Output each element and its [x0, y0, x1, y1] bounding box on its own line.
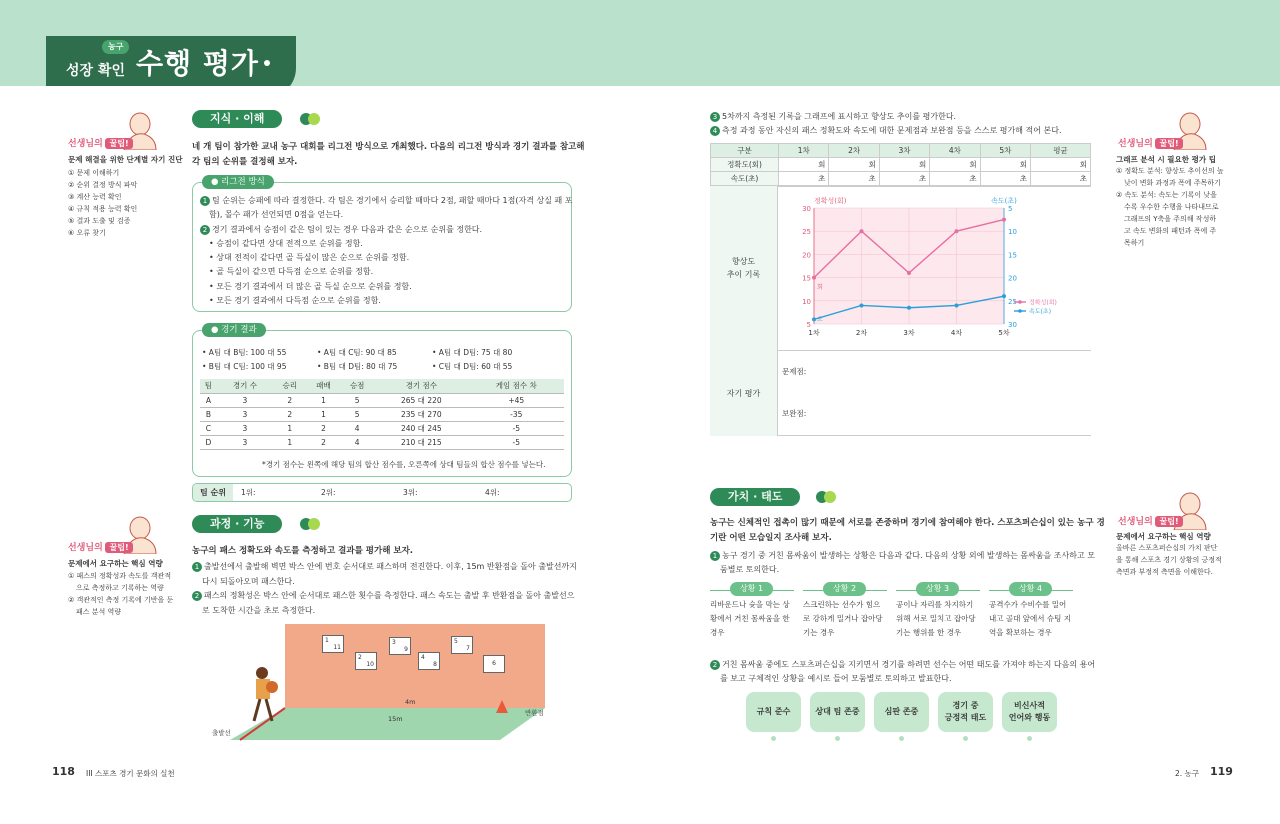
tip4-item: 을 통해 스포츠 경기 상황의 긍정적 — [1116, 556, 1222, 564]
knowledge-pill: 지식 · 이해 — [192, 110, 282, 128]
box-num: 11 — [333, 644, 341, 651]
box-num: 5 — [454, 638, 458, 645]
td: 2 — [273, 393, 307, 407]
tip3-item: ① 정확도 분석: 향상도 추이선의 높 — [1116, 167, 1224, 175]
td: 1 — [273, 435, 307, 449]
td: 1 — [307, 393, 341, 407]
tip3-badge-b: 꿀팁! — [1155, 138, 1182, 149]
term-bubble: 상대 팀 존중 — [810, 692, 865, 732]
left-tick-label: 5 — [806, 321, 811, 329]
record-cell[interactable]: 회 — [930, 158, 980, 172]
x-tick-label: 4차 — [950, 329, 963, 337]
situation-text — [989, 598, 1071, 640]
record-cell[interactable]: 초 — [829, 172, 879, 186]
step3: 5차까지 측정된 기록을 그래프에 표시하고 향상도 추이를 평가한다. — [722, 112, 957, 121]
situation-tag: 상황 4 — [1009, 582, 1052, 596]
td: 2 — [307, 435, 341, 449]
page-caption-right: 2. 농구 — [1175, 769, 1200, 778]
record-cell[interactable]: 초 — [779, 172, 829, 186]
legend-label: 정확성(회) — [1029, 299, 1057, 307]
match: • A팀 대 B팀: 100 대 55 — [202, 348, 287, 357]
sit-line: 리바운드나 슛을 막는 상 — [710, 600, 790, 609]
table-row — [200, 393, 564, 407]
td: B — [200, 407, 217, 421]
situation-tag: 상황 3 — [916, 582, 959, 596]
tip3-item: 수록 우수한 수행을 나타내므로 — [1124, 203, 1219, 211]
td: C — [200, 421, 217, 435]
problem-field[interactable]: 문제점: — [782, 367, 807, 376]
box-num: 2 — [358, 654, 362, 661]
record-cell[interactable]: 회 — [779, 158, 829, 172]
player-figure — [250, 665, 280, 725]
bubble-dot — [963, 736, 968, 741]
legend-marker — [1018, 309, 1022, 313]
situation-text — [896, 598, 976, 640]
page-number-left: 118 — [52, 765, 75, 778]
left-tick-label: 25 — [802, 228, 811, 237]
data-point — [860, 303, 864, 307]
box-num: 8 — [433, 661, 437, 668]
tip4-item: 측면과 부정적 측면을 이해한다. — [1116, 568, 1213, 576]
tip1-item: ③ 계산 능력 확인 — [68, 193, 122, 201]
results-table — [200, 379, 564, 450]
bubble-dot — [899, 736, 904, 741]
num-badge: 4 — [710, 126, 720, 136]
tip2-badge-a: 선생님의 — [68, 543, 103, 553]
rank-slot[interactable]: 4위: — [485, 488, 500, 497]
td: -5 — [469, 421, 564, 435]
situation-tag: 상황 1 — [730, 582, 773, 596]
data-point — [955, 229, 959, 233]
sit-line: 내고 골대 앞에서 슈팅 지 — [989, 614, 1071, 623]
legend-label: 속도(초) — [1029, 308, 1052, 316]
row-label: 속도(초) — [711, 172, 779, 186]
rule1-line: 팀 순위는 승패에 따라 결정한다. 각 팀은 경기에서 승리할 때마다 2점, 패할 때마다 1점(자격 상실 패 포 — [212, 196, 573, 205]
td: 2 — [273, 407, 307, 421]
step1-line: 다시 되돌아오며 패스한다. — [202, 576, 295, 586]
q1-line: 농구 경기 중 거친 몸싸움이 발생하는 상황은 다음과 같다. 다음의 상황 외에 발생하는 몸싸움을 조사하고 모 — [722, 551, 1095, 560]
target-box — [418, 652, 440, 670]
q2-line: 를 보고 구체적인 상황을 예시로 들어 모둠별로 토의하고 발표한다. — [720, 674, 952, 683]
td: D — [200, 435, 217, 449]
left-tick-label: 30 — [802, 205, 811, 213]
sit-line: 황에서 거친 몸싸움을 한 — [710, 614, 790, 623]
tip1-badge-a: 선생님의 — [68, 139, 103, 149]
box-num: 9 — [404, 646, 408, 653]
td: 3 — [217, 407, 273, 421]
box-num: 7 — [466, 645, 470, 652]
box-num: 3 — [392, 639, 396, 646]
record-cell[interactable]: 초 — [930, 172, 980, 186]
tip3-item: ② 속도 분석: 속도는 기록이 낮을 — [1116, 191, 1217, 199]
td: 3 — [217, 435, 273, 449]
corner-note: 회 — [817, 283, 823, 291]
match: • A팀 대 C팀: 90 대 85 — [317, 348, 397, 357]
self-eval-label-cell — [710, 350, 778, 436]
improve-field[interactable]: 보완점: — [782, 409, 807, 418]
rule1-line: 함), 몰수 패가 선언되면 0점을 얻는다. — [209, 210, 344, 220]
td: 240 대 245 — [374, 421, 469, 435]
tip2-item: 패스 분석 역량 — [76, 608, 122, 616]
attitude-pill: 가치 · 태도 — [710, 488, 800, 506]
q2-line: 거친 몸싸움 중에도 스포츠퍼슨십을 지키면서 경기를 하려면 선수는 어떤 태도를 가져야 하는지 다음의 용어 — [722, 660, 1096, 669]
tip4-badge-a: 선생님의 — [1118, 517, 1153, 527]
tip2-list — [68, 570, 173, 618]
num-badge: 2 — [200, 225, 210, 235]
tip4-item: 올바른 스포츠퍼슨십의 가치 판단 — [1116, 544, 1218, 552]
th: 2차 — [829, 144, 879, 158]
target-box — [451, 636, 473, 654]
tip2-item: ① 패스의 정확성과 속도를 객관적 — [68, 572, 172, 580]
trend-label: 향상도 — [731, 257, 756, 266]
record-cell[interactable]: 회 — [879, 158, 929, 172]
rank-label: 팀 순위 — [193, 484, 233, 501]
data-point — [955, 303, 959, 307]
td: A — [200, 393, 217, 407]
step4: 측정 과정 동안 자신의 패스 정확도와 속도에 대한 문제점과 보완점 등을 스스로 평가해 적어 본다. — [722, 126, 1062, 135]
table-row — [200, 421, 564, 435]
record-cell[interactable]: 초 — [980, 172, 1030, 186]
step2-line: 로 도착한 시간을 초로 측정한다. — [202, 605, 316, 615]
record-table — [710, 143, 1091, 186]
rule-bullet: • 모든 경기 결과에서 더 많은 골 득실 순으로 순위를 정함. — [209, 281, 412, 291]
data-point — [860, 229, 864, 233]
tip1-item: ② 순위 결정 방식 파악 — [68, 181, 138, 189]
record-cell[interactable]: 초 — [1031, 172, 1091, 186]
data-point — [1002, 294, 1006, 298]
data-point — [812, 317, 816, 321]
page-caption-left: III 스포츠 경기 문화의 실천 — [86, 769, 175, 778]
knowledge-intro-line: 네 개 팀이 참가한 교내 농구 대회를 리그전 방식으로 개최했다. 다음의 리그전 방식과 경기 결과를 참고해 — [192, 142, 585, 152]
sit-line: 위해 서로 밀치고 잡아당 — [896, 614, 976, 623]
term-bubble: 비신사적 언어와 행동 — [1002, 692, 1057, 732]
sport-badge: 농구 — [102, 40, 129, 54]
rule-bullet: • 상대 전적이 같다면 골 득실이 많은 순으로 순위를 정함. — [209, 253, 410, 263]
num-badge: 3 — [710, 112, 720, 122]
sit-line: 스크린하는 선수가 힘으 — [803, 600, 881, 609]
x-tick-label: 2차 — [855, 329, 868, 337]
step2-line: 패스의 정확성은 박스 안에 순서대로 패스한 횟수를 측정한다. 패스 속도는 출발 후 반환점을 돌아 출발선으 — [204, 591, 575, 600]
target-box — [483, 655, 505, 673]
term-bubble: 규칙 준수 — [746, 692, 801, 732]
table-note: *경기 점수는 왼쪽에 해당 팀의 합산 점수를, 오른쪽에 상대 팀들의 합산 점수를 넣는다. — [262, 460, 546, 469]
td: 4 — [340, 421, 374, 435]
num-badge: 1 — [192, 562, 202, 572]
record-header — [711, 144, 1091, 158]
th: 구분 — [711, 144, 779, 158]
bubble-dot — [1027, 736, 1032, 741]
right-tick-label: 20 — [1008, 274, 1017, 283]
tip1-item: ④ 규칙 적용 능력 확인 — [68, 205, 138, 213]
left-tick-label: 15 — [802, 274, 811, 283]
td: 1 — [273, 421, 307, 435]
sit-line: 역을 확보하는 경우 — [989, 628, 1052, 637]
situation-text — [710, 598, 790, 640]
left-tick-label: 20 — [802, 251, 811, 260]
tip4-badge-b: 꿀팁! — [1155, 516, 1182, 527]
attitude-q1 — [710, 549, 1095, 577]
process-pill: 과정 · 기능 — [192, 515, 282, 533]
tip4-list — [1116, 542, 1222, 578]
td: -5 — [469, 435, 564, 449]
data-point — [1002, 218, 1006, 222]
box-num: 6 — [492, 660, 496, 667]
step1-line: 출발선에서 출발해 벽면 박스 안에 번호 순서대로 패스하며 전진한다. 이후, 15m 반환점을 돌아 출발선까지 — [204, 562, 577, 571]
td: 3 — [217, 421, 273, 435]
th: 게임 점수 차 — [469, 379, 564, 393]
sit-line: 로 강하게 밀거나 잡아당 — [803, 614, 883, 623]
knowledge-intro-line: 각 팀의 순위를 결정해 보자. — [192, 157, 298, 167]
bubble-dot — [771, 736, 776, 741]
term-bubble: 심판 존중 — [874, 692, 929, 732]
tip4-title: 문제에서 요구하는 핵심 역량 — [1116, 532, 1211, 541]
right-tick-label: 5 — [1008, 205, 1013, 213]
pill-dots — [300, 113, 322, 125]
record-cell[interactable]: 회 — [829, 158, 879, 172]
x-tick-label: 1차 — [808, 329, 820, 337]
attitude-q2 — [710, 658, 1095, 686]
rank-slot[interactable]: 2위: — [321, 488, 336, 497]
match: • B팀 대 C팀: 100 대 95 — [202, 362, 287, 371]
tip4-badge — [1118, 514, 1183, 527]
results-tag: ● 경기 결과 — [202, 323, 266, 337]
th: 5차 — [980, 144, 1030, 158]
rules-tag-label: 리그전 방식 — [221, 177, 265, 187]
box-num: 10 — [366, 661, 374, 668]
steps-3-4 — [710, 110, 1062, 138]
td: 2 — [307, 421, 341, 435]
th: 패배 — [307, 379, 341, 393]
sit-line: 공이나 자리를 차지하기 — [896, 600, 974, 609]
td: 210 대 215 — [374, 435, 469, 449]
tip1-item: ⑥ 오류 찾기 — [68, 229, 106, 237]
rules-tag: ● 리그전 방식 — [202, 175, 274, 189]
rank-slot[interactable]: 1위: — [241, 488, 256, 497]
right-tick-label: 25 — [1008, 297, 1017, 306]
th: 경기 점수 — [374, 379, 469, 393]
tip2-badge — [68, 540, 133, 553]
matches-list — [202, 346, 562, 374]
left-axis-label: 정확성(회) — [814, 197, 847, 205]
rule2-line: 경기 결과에서 승점이 같은 팀이 있는 경우 다음과 같은 순으로 순위를 정한다. — [212, 224, 483, 234]
left-tick-label: 10 — [802, 297, 811, 306]
tip3-badge — [1118, 136, 1183, 149]
match: • B팀 대 D팀: 80 대 75 — [317, 362, 398, 371]
tip1-title: 문제 해결을 위한 단계별 자기 진단 — [68, 155, 183, 164]
legend-marker — [1018, 300, 1022, 304]
section-label: 성장 확인 — [66, 63, 125, 79]
tip3-badge-a: 선생님의 — [1118, 139, 1153, 149]
th: 승리 — [273, 379, 307, 393]
tip1-badge-b: 꿀팁! — [105, 138, 132, 149]
record-cell[interactable]: 회 — [980, 158, 1030, 172]
tip2-item: ② 객관적인 측정 기록에 기반을 둔 — [68, 596, 174, 604]
page-number-right: 119 — [1210, 765, 1233, 778]
tip2-badge-b: 꿀팁! — [105, 542, 132, 553]
record-cell[interactable]: 회 — [1031, 158, 1091, 172]
rule-bullet: • 골 득실이 같으면 다득점 순으로 순위를 정함. — [209, 267, 374, 277]
td: 5 — [340, 407, 374, 421]
process-steps — [192, 560, 577, 618]
tip3-list — [1116, 165, 1224, 249]
attitude-intro — [710, 516, 1105, 546]
trend-label: 추이 기록 — [726, 270, 761, 279]
th: 4차 — [930, 144, 980, 158]
start-line-label: 출발선 — [212, 729, 231, 737]
sit-line: 기는 행위를 한 경우 — [896, 628, 962, 637]
td: 3 — [217, 393, 273, 407]
page-title: 수행 평가 — [136, 47, 259, 80]
row-label: 정확도(회) — [711, 158, 779, 172]
th: 팀 — [200, 379, 217, 393]
table-header-row — [200, 379, 564, 393]
num-badge: 1 — [200, 196, 210, 206]
table-row — [200, 435, 564, 449]
th: 1차 — [779, 144, 829, 158]
td: 235 대 270 — [374, 407, 469, 421]
knowledge-intro — [192, 140, 584, 170]
th: 경기 수 — [217, 379, 273, 393]
record-cell[interactable]: 초 — [879, 172, 929, 186]
tip2-title: 문제에서 요구하는 핵심 역량 — [68, 559, 163, 568]
trend-chart — [782, 192, 1082, 344]
title-dot — [264, 60, 270, 66]
sit-line: 경우 — [710, 628, 725, 637]
sit-line: 공격수가 수비수를 밀어 — [989, 600, 1067, 609]
rule-bullet: • 승점이 같다면 상대 전적으로 순위를 정함. — [209, 238, 363, 248]
box-num: 4 — [421, 654, 425, 661]
bubble-dot — [835, 736, 840, 741]
situation-tag: 상황 2 — [823, 582, 866, 596]
target-box — [355, 652, 377, 670]
right-tick-label: 30 — [1008, 321, 1017, 329]
tip3-item: 그래프의 Y축을 주의해 작성하 — [1124, 215, 1217, 223]
tip1-item: ① 문제 이해하기 — [68, 169, 120, 177]
td: 1 — [307, 407, 341, 421]
th: 평균 — [1031, 144, 1091, 158]
tip3-item: 고 속도 변화의 패턴과 폭에 주 — [1124, 227, 1217, 235]
data-point — [907, 271, 911, 275]
td: +45 — [469, 393, 564, 407]
cone-icon — [495, 700, 509, 714]
num-badge: 2 — [710, 660, 720, 670]
rules-text — [200, 194, 572, 308]
pill-dots — [300, 518, 322, 530]
match: • A팀 대 D팀: 75 대 80 — [432, 348, 513, 357]
x-tick-label: 3차 — [903, 329, 915, 337]
num-badge: 1 — [710, 551, 720, 561]
td: 265 대 220 — [374, 393, 469, 407]
tip1-list — [68, 167, 137, 239]
trend-label-cell — [710, 186, 778, 350]
right-axis-label: 속도(초) — [991, 197, 1017, 205]
self-eval-label: 자기 평가 — [726, 388, 761, 398]
table-row — [711, 172, 1091, 186]
term-bubble: 경기 중 긍정적 태도 — [938, 692, 993, 732]
attitude-intro-line: 농구는 신체적인 접촉이 많기 때문에 서로를 존중하며 경기에 참여해야 한다. 스포츠퍼슨십이 있는 농구 경 — [710, 518, 1105, 528]
results-tag-label: 경기 결과 — [221, 325, 257, 335]
td: 5 — [340, 393, 374, 407]
distance-15m: 15m — [388, 715, 403, 723]
data-point — [812, 276, 816, 280]
tip3-item: 낮이 변화 과정과 폭에 주목하기 — [1124, 179, 1221, 187]
match: • C팀 대 D팀: 60 대 55 — [432, 362, 513, 371]
rank-box — [192, 483, 572, 502]
process-intro: 농구의 패스 정확도와 속도를 측정하고 결과를 평가해 보자. — [192, 546, 414, 556]
x-tick-label: 5차 — [998, 329, 1010, 337]
tip3-item: 목하기 — [1124, 239, 1145, 247]
sit-line: 기는 경우 — [803, 628, 835, 637]
th: 승점 — [340, 379, 374, 393]
rule-bullet: • 모든 경기 결과에서 다득점 순으로 순위를 정함. — [209, 296, 381, 306]
situation-text — [803, 598, 883, 640]
target-box — [389, 637, 411, 655]
data-point — [907, 306, 911, 310]
table-row — [711, 158, 1091, 172]
th: 3차 — [879, 144, 929, 158]
tip1-item: ⑤ 결과 도출 및 검증 — [68, 217, 131, 225]
tip2-item: 으로 측정하고 기록하는 역량 — [76, 584, 164, 592]
td: -35 — [469, 407, 564, 421]
target-box — [322, 635, 344, 653]
table-row — [200, 407, 564, 421]
distance-4m: 4m — [405, 698, 416, 706]
tip3-title: 그래프 분석 시 필요한 평가 팁 — [1116, 155, 1216, 164]
turn-point-label: 반환점 — [525, 709, 544, 717]
td: 4 — [340, 435, 374, 449]
pill-dots — [816, 491, 838, 503]
num-badge: 2 — [192, 591, 202, 601]
q1-line: 둠별로 토의한다. — [720, 565, 780, 574]
right-tick-label: 15 — [1008, 251, 1017, 260]
box-num: 1 — [325, 637, 329, 644]
right-tick-label: 10 — [1008, 228, 1017, 237]
tip1-badge — [68, 136, 133, 149]
corner-note: 초 — [817, 316, 823, 323]
rank-slot[interactable]: 3위: — [403, 488, 418, 497]
attitude-intro-line: 기란 어떤 모습일지 조사해 보자. — [710, 533, 832, 543]
